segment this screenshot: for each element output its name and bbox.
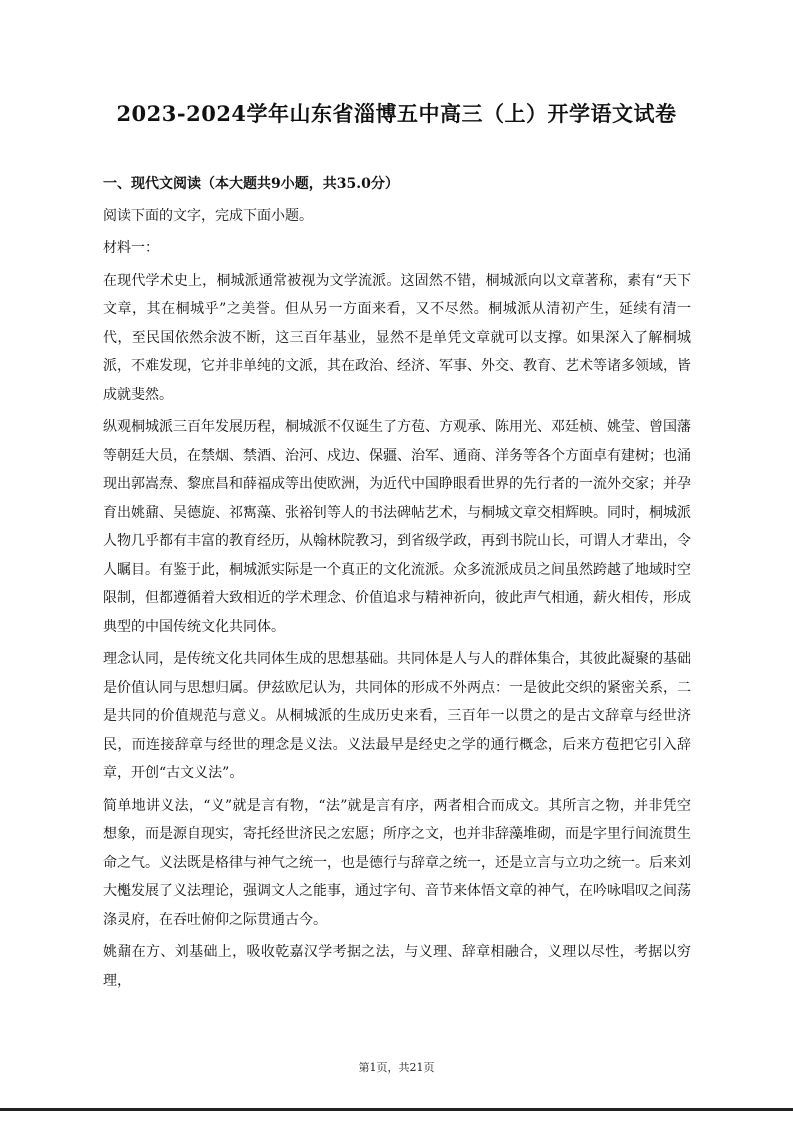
instruction-text: 阅读下面的文字，完成下面小题。 [103, 207, 313, 224]
page-number-footer: 第1页，共21页 [358, 1061, 435, 1074]
paragraph: 理念认同，是传统文化共同体生成的思想基础。共同体是人与人的群体集合，其彼此凝聚的基础是价值认同与思想归属。伊兹欧尼认为，共同体的形成不外两点：一是彼此交织的紧密关系，二是共同的价值规范与意义。从桐城派的生成历史来看，三百年一以贯之的是古文辞章与经世济民，而连接辞章与经世的理念是义法。义法最早是经史之学的通行概念，后来方苞把它引入辞章，开创“古文义法”。 [103, 651, 691, 781]
bottom-divider [0, 1108, 793, 1111]
section-heading: 一、现代文阅读（本大题共9小题，共35.0分） [103, 176, 399, 192]
paragraph: 简单地讲义法，“义”就是言有物，“法”就是言有序，两者相合而成文。其所言之物，并非凭空想象，而是源自现实，寄托经世济民之宏愿；所序之文，也并非辞藻堆砌，而是字里行间流贯生命之气。义法既是格律与神气之统一，也是德行与辞章之统一，还是立言与立功之统一。后来刘大櫆发展了义法理论，强调文人之能事，通过字句、音节来体悟文章的神气，在吟咏唱叹之间荡涤灵府，在吞吐俯仰之际贯通古今。 [103, 797, 691, 928]
paragraph: 姚鼐在方、刘基础上，吸收乾嘉汉学考据之法，与义理、辞章相融合，义理以尽性，考据以穷理， [103, 944, 691, 989]
document-title: 2023-2024学年山东省淄博五中高三（上）开学语文试卷 [116, 101, 677, 126]
paragraph: 在现代学术史上，桐城派通常被视为文学流派。这固然不错，桐城派向以文章著称，素有“天下文章，其在桐城乎”之美誉。但从另一方面来看，又不尽然。桐城派从清初产生，延续有清一代，至民国依然余波不断，这三百年基业，显然不是单凭文章就可以支撑。如果深入了解桐城派，不难发现，它并非单纯的文派，其在政治、经济、军事、外交、教育、艺术等诸多领域，皆成就斐然。 [103, 272, 691, 403]
material-label: 材料一： [103, 240, 159, 256]
paragraph: 纵观桐城派三百年发展历程，桐城派不仅诞生了方苞、方观承、陈用光、邓廷桢、姚莹、曾国藩等朝廷大员，在禁烟、禁酒、治河、戍边、保疆、治军、通商、洋务等各个方面卓有建树；也涌现出郭嵩焘、黎庶昌和薛福成等出使欧洲，为近代中国睁眼看世界的先行者的一流外交家；并孕育出姚鼐、吴德旋、祁寯藻、张裕钊等人的书法碑帖艺术，与桐城文章交相辉映。同时，桐城派人物几乎都有丰富的教育经历，从翰林院教习，到省级学政，再到书院山长，可谓人才辈出，令人瞩目。有鉴于此，桐城派实际是一个真正的文化流派。众多流派成员之间虽然跨越了地域时空限制，但都遵循着大致相近的学术理念、价值追求与精神祈向，彼此声气相通，薪火相传，形成典型的中国传统文化共同体。 [103, 419, 691, 635]
document-body [103, 170, 691, 999]
